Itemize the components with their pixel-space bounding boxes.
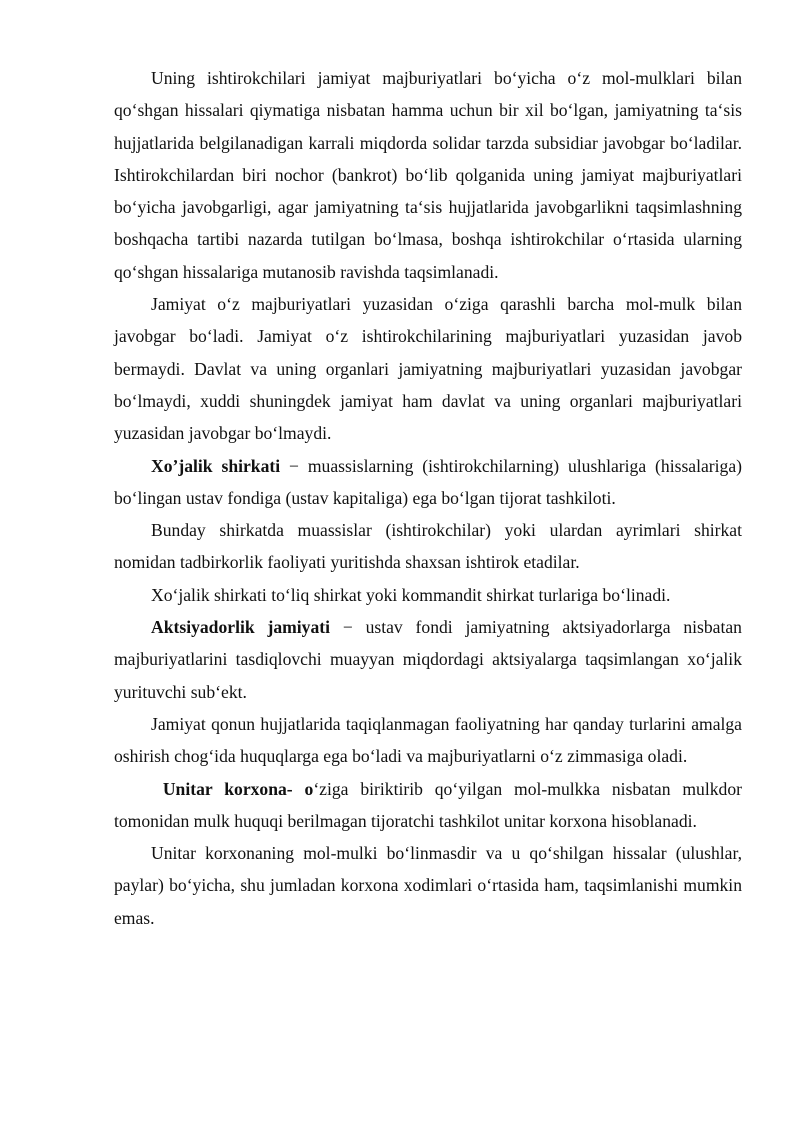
- paragraph-subsidiary-liability: [114, 62, 742, 288]
- paragraph-joint-stock-definition: [114, 611, 742, 708]
- paragraph-text: Uning ishtirokchilari jamiyat majburiyatlari bo‘yicha o‘z mol-mulklari bilan qo‘shgan hissalari qiymatiga nisbatan hamma uchun bir xil bo‘lgan, jamiyatning ta‘sis hujjatlarida belgilanadigan karrali miqdorda solidar tarzda subsidiar javobgar bo‘ladilar. Ishtirokchilardan biri nochor (bankrot) bo‘lib qolganida uning jamiyat majburiyatlari bo‘yicha javobgarligi, agar jamiyatning ta‘sis hujjatlarida javobgarlikni taqsimlashning boshqacha tartibi nazarda tutilgan bo‘lmasa, boshqa ishtirokchilar o‘rtasida ularning qo‘shgan hissalariga mutanosib ravishda taqsimlanadi.: [114, 68, 742, 282]
- paragraph-text: Unitar korxonaning mol-mulki bo‘linmasdir va u qo‘shilgan hissalar (ulushlar, paylar) bo‘yicha, shu jumladan korxona xodimlari o‘rtasida ham, taqsimlanishi mumkin emas.: [114, 843, 742, 928]
- paragraph-partnership-participation: [114, 514, 742, 579]
- paragraph-text: Xo‘jalik shirkati to‘liq shirkat yoki kommandit shirkat turlariga bo‘linadi.: [151, 584, 671, 605]
- paragraph-partnership-types: [114, 579, 742, 611]
- document-page: [114, 62, 742, 934]
- paragraph-partnership-definition: [114, 450, 742, 515]
- paragraph-text: Jamiyat qonun hujjatlarida taqiqlanmagan faoliyatning har qanday turlarini amalga oshirish chog‘ida huquqlarga ega bo‘ladi va majburiyatlarni o‘z zimmasiga oladi.: [114, 713, 742, 767]
- paragraph-text: ‘ziga biriktirib qo‘yilgan mol-mulkka nisbatan mulkdor tomonidan mulk huquqi berilmagan tijoratchi tashkilot unitar korxona hisoblanadi.: [114, 778, 742, 831]
- paragraph-unitary-property: [114, 837, 742, 934]
- paragraph-text: Bunday shirkatda muassislar (ishtirokchilar) yoki ulardan ayrimlari shirkat nomidan tadbirkorlik faoliyati yuritishda shaxsan ishtirok etadilar.: [114, 520, 742, 573]
- paragraph-company-liability: [114, 288, 742, 449]
- paragraph-text: − ustav fondi jamiyatning aktsiyadorlarga nisbatan majburiyatlarini tasdiqlovchi muayyan miqdordagi aktsiyalarga taqsimlangan xo‘jalik yurituvchi sub‘ekt.: [114, 617, 742, 702]
- paragraph-text: Jamiyat o‘z majburiyatlari yuzasidan o‘ziga qarashli barcha mol-mulk bilan javobgar bo‘ladi. Jamiyat o‘z ishtirokchilarining majburiyatlari yuzasidan javob bermaydi. Davlat va uning organlari jamiyatning majburiyatlari yuzasidan javobgar bo‘lmaydi, xuddi shuningdek jamiyat ham davlat va uning organlari majburiyatlari yuzasidan javobgar bo‘lmaydi.: [114, 294, 742, 444]
- paragraph-text: − muassislarning (ishtirokchilarning) ulushlariga (hissalariga) bo‘lingan ustav fondiga (ustav kapitaliga) ega bo‘lgan tijorat tashkiloti.: [114, 455, 743, 508]
- paragraph-term-bold: Unitar korxona- o: [151, 778, 314, 799]
- paragraph-term-bold: Aktsiyadorlik jamiyati: [151, 617, 330, 638]
- paragraph-term-bold: Xo’jalik shirkati: [151, 455, 281, 476]
- paragraph-unitary-enterprise-definition: [114, 773, 742, 838]
- paragraph-company-activity: [114, 708, 742, 773]
